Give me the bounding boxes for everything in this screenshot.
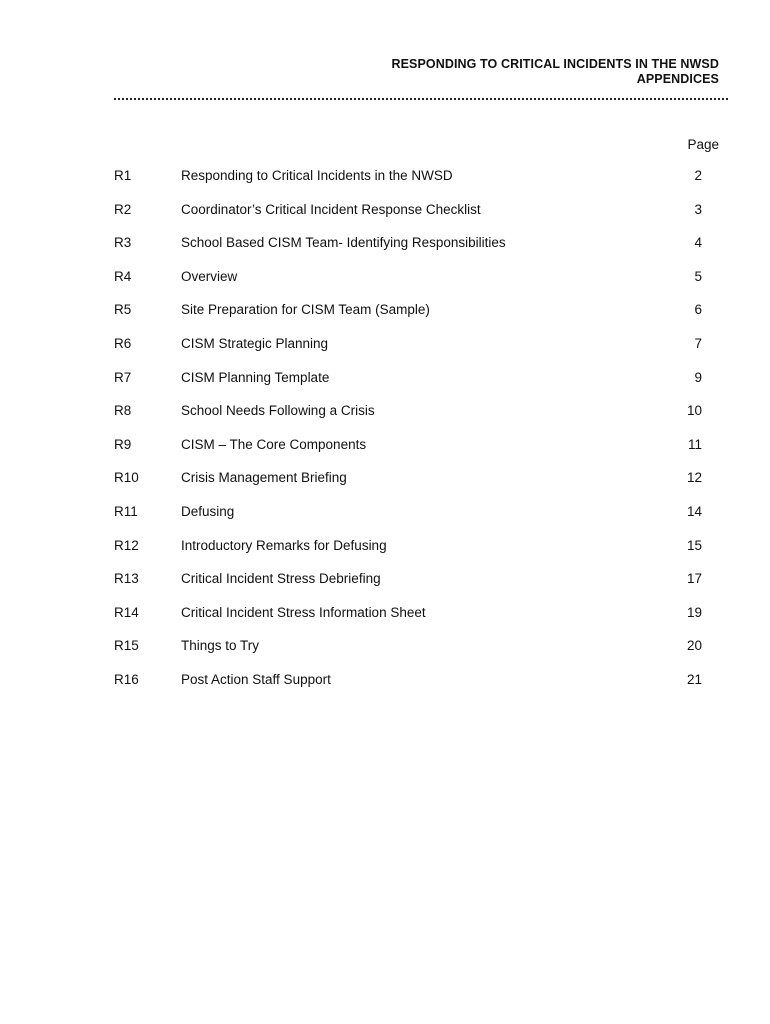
toc-entry-code: R3 <box>114 235 132 251</box>
toc-entry-page: 2 <box>694 168 702 183</box>
toc-entry-code: R7 <box>114 369 132 385</box>
toc-entry-page: 19 <box>686 604 702 620</box>
toc-entry-page: 17 <box>686 571 702 587</box>
toc-entry-page: 7 <box>694 336 702 351</box>
toc-entry[interactable] <box>0 202 770 222</box>
toc-entry[interactable] <box>0 538 770 558</box>
header-title: RESPONDING TO CRITICAL INCIDENTS IN THE NWSD <box>391 57 719 71</box>
page-column-label: Page <box>687 137 719 152</box>
toc-entry-code: R15 <box>114 638 139 654</box>
toc-entry-page: 11 <box>687 436 702 452</box>
toc-entry-page: 12 <box>686 470 702 486</box>
toc-entry[interactable] <box>0 403 770 423</box>
toc-entry-page: 20 <box>686 638 702 654</box>
toc-entry[interactable] <box>0 269 770 289</box>
toc-entry-code: R5 <box>114 302 132 318</box>
toc-entry-title: School Needs Following a Crisis <box>181 403 375 419</box>
toc-entry-page: 21 <box>686 672 702 687</box>
toc-entry[interactable] <box>0 638 770 658</box>
document-header <box>391 57 719 87</box>
toc-entry-code: R12 <box>114 537 139 553</box>
toc-entry-page: 10 <box>686 403 702 419</box>
toc-entry-page: 4 <box>694 235 702 251</box>
header-subtitle: APPENDICES <box>636 72 719 86</box>
toc-entry-title: School Based CISM Team- Identifying Responsibilities <box>181 235 506 251</box>
toc-entry[interactable] <box>0 605 770 625</box>
toc-entry-title: Responding to Critical Incidents in the NWSD <box>181 168 453 183</box>
toc-entry-code: R6 <box>114 336 132 351</box>
toc-entry[interactable] <box>0 336 770 356</box>
toc-entry-code: R8 <box>114 403 132 419</box>
toc-entry-page: 9 <box>694 369 702 385</box>
toc-entry-code: R10 <box>114 470 139 486</box>
toc-entry-page: 14 <box>686 504 702 519</box>
toc-entry-title: Defusing <box>181 504 235 519</box>
toc-entry[interactable] <box>0 235 770 255</box>
toc-entry-title: Post Action Staff Support <box>181 672 331 687</box>
toc-entry[interactable] <box>0 504 770 524</box>
toc-entry-title: Things to Try <box>181 638 260 654</box>
toc-entry-title: CISM – The Core Components <box>181 436 367 452</box>
toc-entry-page: 6 <box>694 302 702 318</box>
toc-entry-title: CISM Planning Template <box>181 369 330 385</box>
toc-entry-title: CISM Strategic Planning <box>181 336 329 351</box>
toc-entry[interactable] <box>0 302 770 322</box>
toc-entry-code: R11 <box>114 504 138 519</box>
toc-entry-title: Introductory Remarks for Defusing <box>181 537 387 553</box>
toc-entry-code: R1 <box>114 168 132 183</box>
toc-entry-code: R4 <box>114 268 132 284</box>
toc-entry-page: 15 <box>686 537 702 553</box>
toc-entry-title: Crisis Management Briefing <box>181 470 347 486</box>
toc-entry-code: R13 <box>114 571 139 587</box>
toc-entry-title: Overview <box>181 268 238 284</box>
toc-entry-page: 3 <box>694 201 702 217</box>
toc-entry-code: R16 <box>114 672 139 687</box>
toc-entry-title: Critical Incident Stress Information Sheet <box>181 604 426 620</box>
toc-entry-code: R9 <box>114 436 132 452</box>
toc-entry-title: Site Preparation for CISM Team (Sample) <box>181 302 430 318</box>
toc-entry-code: R2 <box>114 201 132 217</box>
toc-entry[interactable] <box>0 437 770 457</box>
toc-entry[interactable] <box>0 370 770 390</box>
toc-entry-code: R14 <box>114 604 139 620</box>
toc-entry-title: Coordinator’s Critical Incident Response Checklist <box>181 201 481 217</box>
toc-entry-title: Critical Incident Stress Debriefing <box>181 571 381 587</box>
toc-entry[interactable] <box>0 168 770 188</box>
toc-entry[interactable] <box>0 571 770 591</box>
toc-entry[interactable] <box>0 470 770 490</box>
toc-entry[interactable] <box>0 672 770 692</box>
dotted-divider <box>114 98 728 100</box>
toc-entry-page: 5 <box>694 268 702 284</box>
